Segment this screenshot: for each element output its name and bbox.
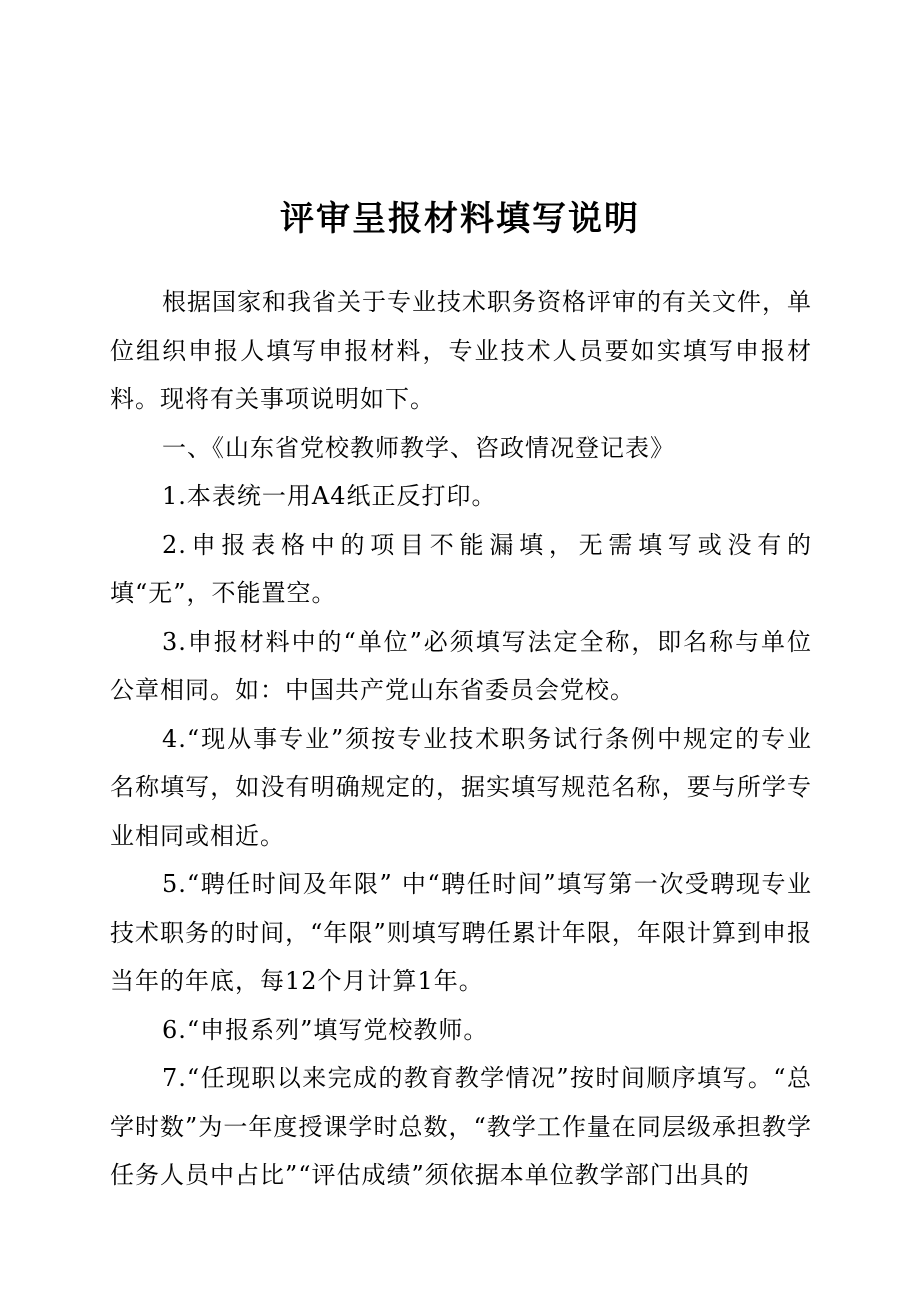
paragraph-item-7: 7.“任现职以来完成的教育教学情况”按时间顺序填写。“总学时数”为一年度授课学时总数，“教学工作量在同层级承担教学任务人员中占比”“评估成绩”须依据本单位教学部门出具的 [110,1064,812,1189]
paragraph-item-4: 4.“现从事专业”须按专业技术职务试行条例中规定的专业名称填写，如没有明确规定的，据实填写规范名称，要与所学专业相同或相近。 [110,724,812,850]
paragraph-item-3: 3.申报材料中的“单位”必须填写法定全称，即名称与单位公章相同。如：中国共产党山东省委员会党校。 [110,627,812,704]
paragraph-item-2: 2.申报表格中的项目不能漏填，无需填写或没有的填“无”，不能置空。 [110,530,812,607]
paragraph-intro: 根据国家和我省关于专业技术职务资格评审的有关文件，单位组织申报人填写申报材料，专业技术人员要如实填写申报材料。现将有关事项说明如下。 [110,288,812,413]
page-title: 评审呈报材料填写说明 [280,198,640,239]
paragraph-item-1: 1.本表统一用A4纸正反打印。 [162,482,497,510]
paragraph-item-5: 5.“聘任时间及年限” 中“聘任时间”填写第一次受聘现专业技术职务的时间，“年限”则填写聘任累计年限，年限计算到申报当年的年底，每12个月计算1年。 [110,870,812,995]
document-body [110,278,812,1200]
paragraph-item-6: 6.“申报系列”填写党校教师。 [162,1015,489,1044]
section-heading-1: 一、《山东省党校教师教学、咨政情况登记表》 [162,433,675,462]
